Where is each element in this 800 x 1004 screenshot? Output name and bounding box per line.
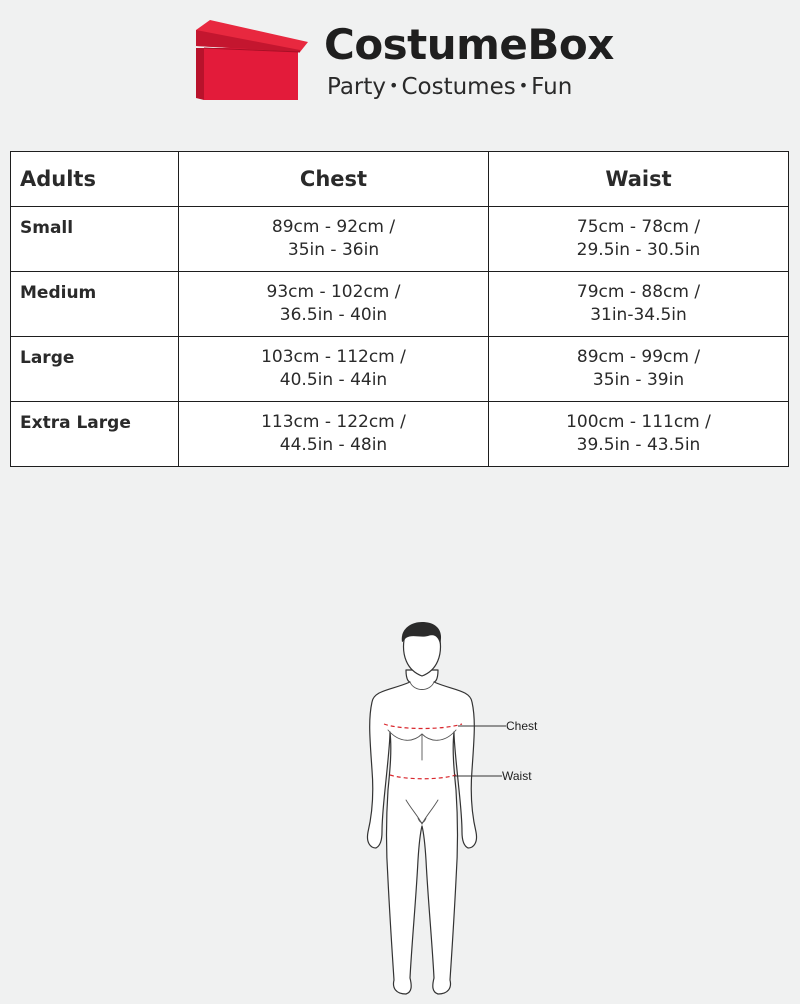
waist-in: 31in-34.5in — [590, 305, 687, 325]
header-chest: Chest — [179, 152, 489, 207]
chest-measure — [179, 337, 489, 402]
header-waist: Waist — [489, 152, 789, 207]
chest-cm: 89cm - 92cm / — [271, 217, 396, 237]
waist-cm: 89cm - 99cm / — [576, 347, 701, 367]
table-row — [11, 207, 789, 272]
chest-in: 44.5in - 48in — [279, 435, 388, 455]
size-name: Medium — [11, 272, 179, 337]
table-row — [11, 272, 789, 337]
tagline-separator: • — [389, 76, 399, 95]
waist-measure — [489, 402, 789, 467]
size-name: Extra Large — [11, 402, 179, 467]
brand-name: CostumeBox — [324, 20, 614, 69]
tagline-costumes: Costumes — [401, 74, 516, 100]
chest-in: 40.5in - 44in — [279, 370, 388, 390]
chest-cm: 103cm - 112cm / — [261, 347, 406, 367]
chest-measure — [179, 207, 489, 272]
size-name: Small — [11, 207, 179, 272]
chest-measure — [179, 272, 489, 337]
table-header-row — [11, 152, 789, 207]
chest-in: 36.5in - 40in — [279, 305, 388, 325]
chest-in: 35in - 36in — [287, 240, 380, 260]
size-chart-table — [10, 151, 789, 467]
chest-measure — [179, 402, 489, 467]
waist-cm: 79cm - 88cm / — [576, 282, 701, 302]
chest-cm: 113cm - 122cm / — [261, 412, 406, 432]
brand-tagline — [327, 72, 572, 104]
costume-box-icon — [196, 20, 308, 102]
waist-measure — [489, 337, 789, 402]
tagline-party: Party — [327, 74, 387, 100]
waist-in: 35in - 39in — [592, 370, 685, 390]
waist-in: 29.5in - 30.5in — [576, 240, 701, 260]
body-measurement-figure-icon — [340, 620, 580, 1000]
body-measurement-diagram — [340, 620, 580, 1000]
waist-label: Waist — [502, 769, 532, 783]
waist-measure — [489, 207, 789, 272]
table-row — [11, 337, 789, 402]
waist-in: 39.5in - 43.5in — [576, 435, 701, 455]
chest-cm: 93cm - 102cm / — [266, 282, 401, 302]
size-name: Large — [11, 337, 179, 402]
table-row — [11, 402, 789, 467]
header-adults: Adults — [11, 152, 179, 207]
waist-cm: 100cm - 111cm / — [566, 412, 711, 432]
chest-label: Chest — [506, 719, 538, 733]
tagline-separator: • — [518, 76, 529, 95]
waist-measure — [489, 272, 789, 337]
brand-logo[interactable] — [196, 20, 616, 104]
tagline-fun: Fun — [531, 74, 573, 100]
waist-cm: 75cm - 78cm / — [576, 217, 701, 237]
